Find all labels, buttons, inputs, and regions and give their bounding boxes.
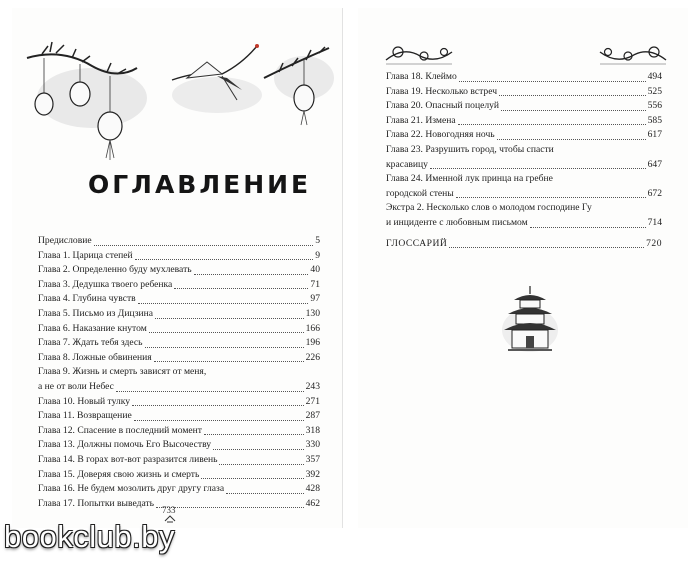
toc-leader-dots bbox=[154, 361, 304, 362]
toc-entry-label: Глава 5. Письмо из Дицзина bbox=[38, 307, 154, 319]
toc-entry-page: 9 bbox=[315, 249, 320, 261]
floral-ornament-left-icon bbox=[384, 42, 454, 66]
toc-entry[interactable] bbox=[386, 158, 662, 173]
watermark-logo: bookclub.by bbox=[4, 519, 175, 554]
toc-entry-label: Предисловие bbox=[38, 235, 92, 246]
toc-entry-label-cont: красавицу bbox=[386, 158, 428, 170]
toc-entry-page: 287 bbox=[305, 410, 320, 422]
toc-entry[interactable] bbox=[38, 322, 320, 337]
toc-entry-page: 556 bbox=[647, 100, 662, 112]
toc-entry-label-cont: городской стены bbox=[386, 187, 454, 199]
toc-entry-page: 5 bbox=[315, 235, 320, 246]
toc-entry-page: 330 bbox=[305, 439, 320, 451]
toc-leader-dots bbox=[449, 247, 644, 248]
toc-entry[interactable] bbox=[386, 85, 662, 100]
toc-entry[interactable] bbox=[38, 234, 320, 249]
toc-entry[interactable] bbox=[38, 468, 320, 483]
toc-entry[interactable] bbox=[38, 249, 320, 264]
toc-entry-label: Глава 14. В горах вот-вот разразится ливень bbox=[38, 453, 218, 465]
toc-entry-label: Глава 1. Царица степей bbox=[38, 249, 133, 261]
toc-entry-page: 130 bbox=[305, 307, 320, 319]
toc-leader-dots bbox=[149, 332, 304, 333]
crane-illustration bbox=[162, 40, 272, 120]
toc-entry-label: ГЛОССАРИЙ bbox=[386, 237, 448, 249]
toc-list-left bbox=[38, 234, 320, 511]
toc-entry-page: 720 bbox=[646, 237, 662, 249]
toc-leader-dots bbox=[501, 110, 646, 111]
toc-entry-page: 166 bbox=[305, 322, 320, 334]
toc-leader-dots bbox=[116, 391, 304, 392]
toc-entry-page: 462 bbox=[305, 497, 320, 509]
toc-entry-label: Глава 17. Попытки выведать bbox=[38, 497, 155, 509]
toc-entry[interactable] bbox=[38, 453, 320, 468]
toc-entry-label: Глава 8. Ложные обвинения bbox=[38, 351, 152, 363]
left-page bbox=[12, 8, 343, 528]
toc-leader-dots bbox=[497, 139, 646, 140]
toc-leader-dots bbox=[145, 347, 304, 348]
toc-entry-page: 271 bbox=[305, 395, 320, 407]
toc-entry-label: Глава 7. Ждать тебя здесь bbox=[38, 337, 143, 349]
toc-entry-label-cont: а не от воли Небес bbox=[38, 380, 114, 392]
toc-entry-page: 494 bbox=[647, 71, 662, 82]
toc-entry-page: 525 bbox=[647, 85, 662, 97]
right-page bbox=[358, 8, 688, 528]
toc-leader-dots bbox=[156, 507, 304, 508]
toc-entry[interactable] bbox=[386, 187, 662, 202]
toc-entry[interactable] bbox=[38, 424, 320, 439]
toc-leader-dots bbox=[174, 288, 308, 289]
toc-entry-page: 243 bbox=[305, 380, 320, 392]
toc-leader-dots bbox=[499, 95, 646, 96]
toc-entry[interactable] bbox=[38, 482, 320, 497]
toc-entry-label: Глава 2. Определенно буду мухлевать bbox=[38, 264, 192, 276]
toc-leader-dots bbox=[135, 259, 314, 260]
toc-leader-dots bbox=[430, 168, 646, 169]
toc-leader-dots bbox=[204, 434, 304, 435]
toc-entry-page: 97 bbox=[310, 293, 320, 305]
toc-leader-dots bbox=[94, 245, 314, 246]
toc-entry-page: 196 bbox=[305, 337, 320, 349]
toc-entry-label: Глава 22. Новогодняя ночь bbox=[386, 129, 495, 141]
toc-entry[interactable] bbox=[38, 336, 320, 351]
toc-title: ОГЛАВЛЕНИЕ bbox=[88, 170, 312, 199]
toc-entry-label: Глава 3. Дедушка твоего ребенка bbox=[38, 278, 173, 290]
toc-entry-label: Глава 21. Измена bbox=[386, 114, 456, 126]
toc-entry[interactable] bbox=[38, 409, 320, 424]
toc-entry-label: Глава 4. Глубина чувств bbox=[38, 293, 136, 305]
toc-entry-label[interactable]: Глава 9. Жизнь и смерть зависят от меня, bbox=[38, 366, 207, 378]
toc-entry[interactable] bbox=[386, 128, 662, 143]
toc-leader-dots bbox=[134, 420, 304, 421]
toc-entry-page: 428 bbox=[305, 483, 320, 495]
toc-leader-dots bbox=[226, 493, 304, 494]
toc-entry-page: 585 bbox=[647, 114, 662, 126]
toc-entry-label: Глава 6. Наказание кнутом bbox=[38, 322, 147, 334]
toc-entry[interactable] bbox=[38, 351, 320, 366]
toc-entry-page: 71 bbox=[310, 278, 320, 290]
toc-leader-dots bbox=[456, 197, 646, 198]
toc-entry[interactable] bbox=[38, 278, 320, 293]
toc-entry-label[interactable]: Глава 23. Разрушить город, чтобы спасти bbox=[386, 143, 554, 155]
toc-entry[interactable] bbox=[38, 497, 320, 512]
toc-entry-label: Глава 10. Новый тулку bbox=[38, 395, 131, 407]
toc-entry[interactable] bbox=[386, 216, 662, 231]
toc-entry-label[interactable]: Экстра 2. Несколько слов о молодом господине Гу bbox=[386, 202, 592, 214]
floral-ornament-right-icon bbox=[598, 42, 668, 66]
toc-entry-label: Глава 13. Должны помочь Его Высочеству bbox=[38, 439, 212, 451]
toc-entry[interactable] bbox=[38, 292, 320, 307]
toc-entry-page: 318 bbox=[305, 424, 320, 436]
toc-leader-dots bbox=[194, 274, 309, 275]
toc-entry-label: Глава 16. Не будем мозолить друг другу глаза bbox=[38, 483, 225, 495]
toc-entry-label: Глава 12. Спасение в последний момент bbox=[38, 424, 202, 436]
toc-entry-page: 714 bbox=[647, 216, 662, 228]
page-number: 733 bbox=[162, 505, 176, 515]
toc-entry[interactable] bbox=[38, 438, 320, 453]
toc-entry-page: 647 bbox=[647, 158, 662, 170]
toc-entry-page: 357 bbox=[305, 453, 320, 465]
lantern-2-icon bbox=[70, 82, 90, 106]
toc-entry-page: 40 bbox=[310, 264, 320, 276]
pine-lanterns-illustration-left bbox=[22, 38, 142, 178]
toc-entry-glossary[interactable] bbox=[386, 237, 662, 252]
toc-entry[interactable] bbox=[38, 380, 320, 395]
toc-leader-dots bbox=[213, 449, 304, 450]
toc-leader-dots bbox=[458, 124, 646, 125]
toc-leader-dots bbox=[138, 303, 309, 304]
toc-entry[interactable] bbox=[386, 70, 662, 85]
toc-leader-dots bbox=[155, 318, 304, 319]
toc-list-right bbox=[386, 70, 662, 251]
pine-lanterns-illustration-right bbox=[264, 38, 334, 148]
toc-entry-label: Глава 11. Возвращение bbox=[38, 410, 132, 422]
toc-entry-page: 617 bbox=[647, 129, 662, 141]
toc-entry-label: Глава 19. Несколько встреч bbox=[386, 85, 498, 97]
lantern-4-icon bbox=[294, 85, 314, 111]
toc-leader-dots bbox=[132, 405, 304, 406]
toc-leader-dots bbox=[219, 464, 303, 465]
lantern-3-icon bbox=[98, 112, 122, 140]
toc-entry-label-cont: и инциденте с любовным письмом bbox=[386, 216, 528, 228]
toc-leader-dots bbox=[459, 81, 646, 82]
toc-entry-page: 392 bbox=[305, 468, 320, 480]
toc-entry-page: 672 bbox=[647, 187, 662, 199]
toc-entry[interactable] bbox=[386, 99, 662, 114]
toc-leader-dots bbox=[530, 227, 646, 228]
lantern-1-icon bbox=[35, 93, 53, 115]
pagoda-illustration bbox=[500, 286, 560, 358]
toc-entry[interactable] bbox=[38, 307, 320, 322]
toc-leader-dots bbox=[201, 478, 303, 479]
toc-entry-label: Глава 20. Опасный поцелуй bbox=[386, 100, 500, 112]
toc-entry[interactable] bbox=[386, 114, 662, 129]
toc-entry-label: Глава 18. Клеймо bbox=[386, 71, 457, 82]
toc-entry[interactable] bbox=[38, 263, 320, 278]
toc-entry-label: Глава 15. Доверяя свою жизнь и смерть bbox=[38, 468, 200, 480]
toc-entry-label[interactable]: Глава 24. Именной лук принца на гребне bbox=[386, 173, 553, 185]
toc-entry[interactable] bbox=[38, 395, 320, 410]
toc-entry-page: 226 bbox=[305, 351, 320, 363]
